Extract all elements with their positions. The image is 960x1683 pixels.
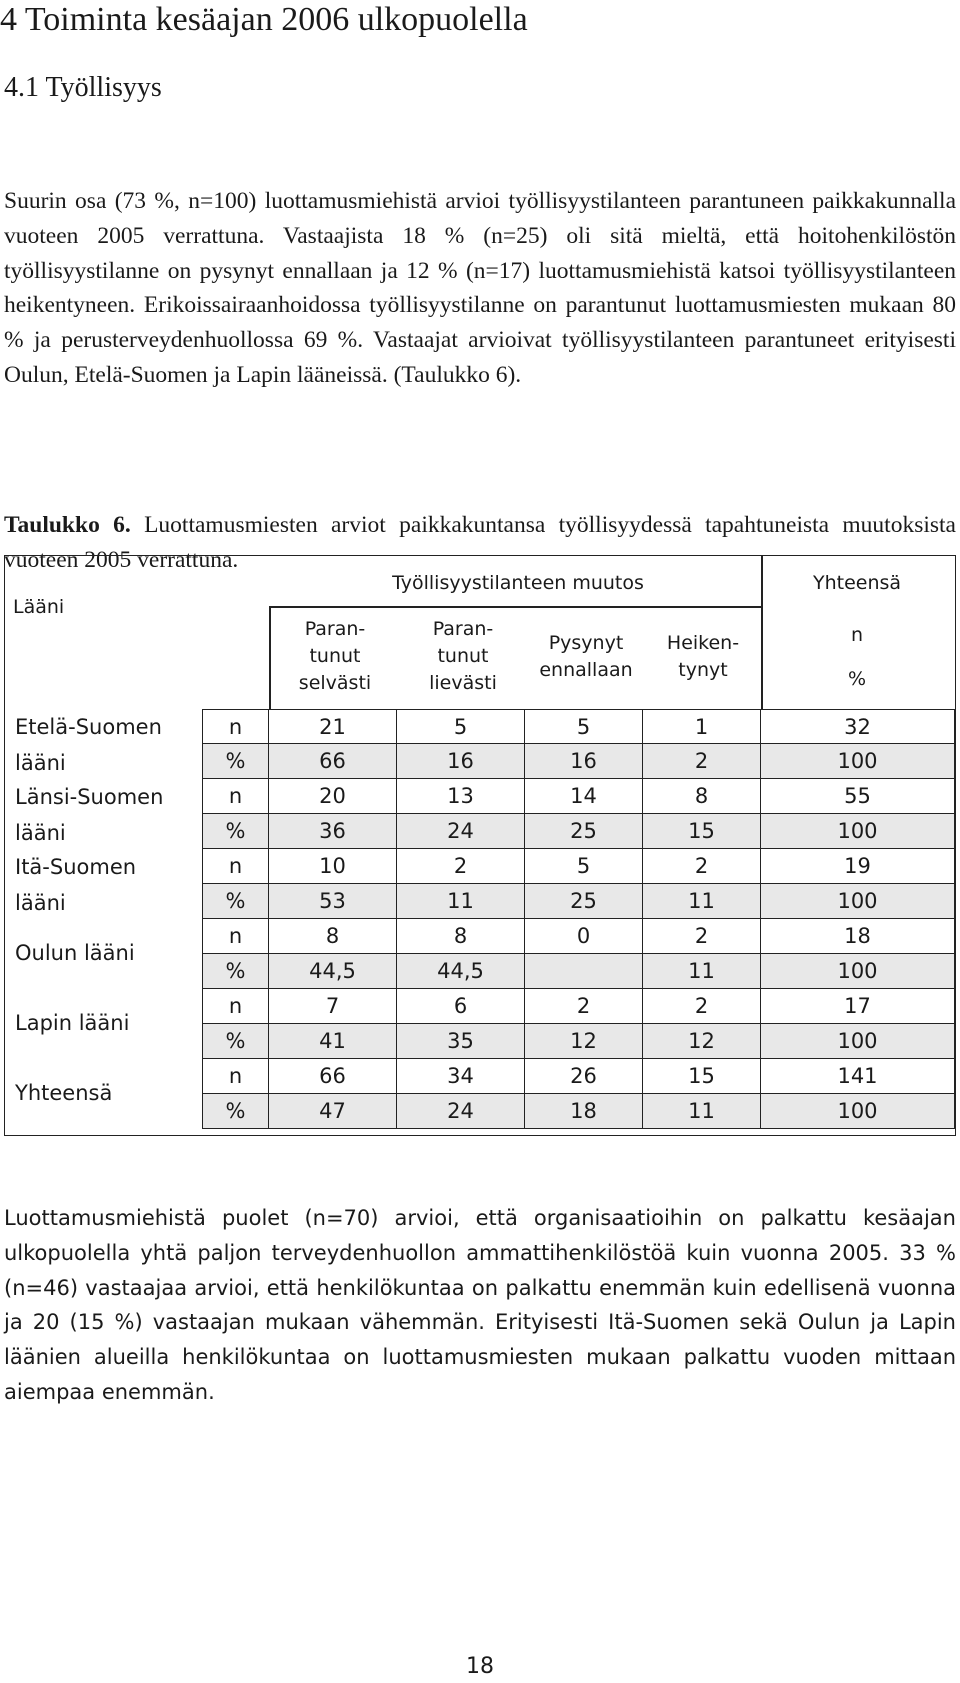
row-type-cell: % (202, 1024, 269, 1059)
value-cell: 11 (643, 884, 761, 919)
table-row (202, 1024, 955, 1059)
value-cell: 14 (525, 779, 643, 814)
page-number: 18 (466, 1654, 494, 1679)
value-cell: 20 (269, 779, 397, 814)
value-cell: 24 (397, 814, 525, 849)
region-label: Yhteensä (15, 1081, 113, 1105)
region-label: Oulun lääni (15, 941, 135, 965)
table-row (202, 779, 955, 814)
value-cell: 55 (761, 779, 955, 814)
header-separator-right (761, 556, 763, 709)
value-cell: 25 (525, 884, 643, 919)
header-group: Työllisyystilanteen muutos (392, 572, 644, 594)
header-total-pct: % (847, 668, 867, 690)
value-cell: 18 (761, 919, 955, 954)
row-type-cell: n (202, 1059, 269, 1094)
header-subcolumn: Paran- tunut selvästi (298, 618, 372, 694)
header-subcolumn: Heiken- tynyt (666, 632, 740, 681)
value-cell: 1 (643, 709, 761, 744)
employment-table (4, 555, 956, 1136)
value-cell: 17 (761, 989, 955, 1024)
value-cell: 11 (643, 1094, 761, 1129)
table-row (202, 709, 955, 744)
value-cell: 44,5 (397, 954, 525, 989)
value-cell: 16 (397, 744, 525, 779)
value-cell: 36 (269, 814, 397, 849)
caption-text: Luottamusmiesten arviot paikkakuntansa työllisyydessä tapahtuneista muutoksista vuoteen 2005 verrattuna. (4, 512, 956, 573)
value-cell: 15 (643, 814, 761, 849)
value-cell: 2 (643, 919, 761, 954)
row-type-cell: n (202, 989, 269, 1024)
table-row (202, 814, 955, 849)
caption-label: Taulukko 6. (4, 512, 131, 538)
table-row (202, 884, 955, 919)
value-cell: 12 (525, 1024, 643, 1059)
value-cell: 16 (525, 744, 643, 779)
value-cell: 5 (525, 849, 643, 884)
header-subcolumn: Pysynyt ennallaan (539, 632, 633, 681)
value-cell: 5 (525, 709, 643, 744)
paragraph-staffing: Luottamusmiehistä puolet (n=70) arvioi, että organisaatioihin on palkattu kesäajan ulkopuolella yhtä paljon terveydenhuollon ammattihenkilöstöä kuin vuonna 2005. 33 % (n=46) vastaajaa arvioi, että henkilökuntaa on palkattu enemmän kuin edellisenä vuonna ja 20 (15 %) vastaajan mukaan vähemmän. Erityisesti Itä-Suomen sekä Oulun ja Lapin läänien alueilla henkilökuntaa on luottamusmiesten mukaan palkattu vuoden mittaan aiempaa enemmän. (4, 1206, 956, 1404)
value-cell: 44,5 (269, 954, 397, 989)
header-total: Yhteensä (812, 572, 902, 594)
value-cell: 32 (761, 709, 955, 744)
value-cell: 47 (269, 1094, 397, 1129)
value-cell: 11 (643, 954, 761, 989)
table-row (202, 744, 955, 779)
value-cell: 12 (643, 1024, 761, 1059)
header-total-n: n (850, 624, 864, 646)
value-cell: 0 (525, 919, 643, 954)
value-cell: 141 (761, 1059, 955, 1094)
row-type-cell: % (202, 1094, 269, 1129)
table-row (202, 1059, 955, 1094)
header-subcolumn: Paran- tunut lievästi (429, 618, 497, 694)
region-label: Itä-Suomen lääni (15, 855, 137, 915)
value-cell: 25 (525, 814, 643, 849)
value-cell: 8 (643, 779, 761, 814)
header-divider (269, 606, 763, 608)
value-cell: 5 (397, 709, 525, 744)
table-row (202, 849, 955, 884)
value-cell: 100 (761, 884, 955, 919)
subsection-heading: 4.1 Työllisyys (4, 72, 162, 103)
value-cell: 6 (397, 989, 525, 1024)
value-cell: 100 (761, 954, 955, 989)
value-cell: 8 (397, 919, 525, 954)
table-row (202, 919, 955, 954)
row-type-cell: % (202, 954, 269, 989)
value-cell: 10 (269, 849, 397, 884)
table-row (202, 1094, 955, 1129)
value-cell: 26 (525, 1059, 643, 1094)
value-cell: 66 (269, 744, 397, 779)
row-type-cell: n (202, 849, 269, 884)
value-cell: 2 (525, 989, 643, 1024)
table-row (202, 989, 955, 1024)
value-cell: 2 (643, 744, 761, 779)
value-cell: 19 (761, 849, 955, 884)
value-cell: 15 (643, 1059, 761, 1094)
value-cell: 41 (269, 1024, 397, 1059)
value-cell: 7 (269, 989, 397, 1024)
row-type-cell: n (202, 779, 269, 814)
paragraph-employment: Suurin osa (73 %, n=100) luottamusmiehistä arvioi työllisyystilanteen parantuneen paikkakunnalla vuoteen 2005 verrattuna. Vastaajista 18 % (n=25) oli sitä mieltä, että hoitohenkilöstön työllisyystilanne on pysynyt ennallaan ja 12 % (n=17) luottamusmiehistä katsoi työllisyystilanteen heikentyneen. Erikoissairaanhoidossa työllisyystilanne on parantunut luottamusmiesten mukaan 80 % ja perusterveydenhuollossa 69 %. Vastaajat arvioivat työllisyystilanteen parantuneet erityisesti Oulun, Etelä-Suomen ja Lapin lääneissä. (Taulukko 6). (4, 188, 956, 388)
value-cell: 100 (761, 814, 955, 849)
header-separator-left (269, 606, 271, 709)
row-type-cell: n (202, 709, 269, 744)
section-heading: 4 Toiminta kesäajan 2006 ulkopuolella (0, 1, 528, 38)
value-cell: 2 (643, 849, 761, 884)
row-type-cell: % (202, 814, 269, 849)
row-type-cell: % (202, 744, 269, 779)
region-label: Etelä-Suomen lääni (15, 715, 162, 775)
value-cell: 35 (397, 1024, 525, 1059)
header-region: Lääni (13, 596, 65, 618)
value-cell: 66 (269, 1059, 397, 1094)
value-cell: 100 (761, 744, 955, 779)
value-cell: 100 (761, 1094, 955, 1129)
value-cell: 8 (269, 919, 397, 954)
value-cell: 18 (525, 1094, 643, 1129)
row-type-cell: % (202, 884, 269, 919)
value-cell: 53 (269, 884, 397, 919)
value-cell: 11 (397, 884, 525, 919)
region-label: Länsi-Suomen lääni (15, 785, 164, 845)
value-cell: 2 (397, 849, 525, 884)
table-row (202, 954, 955, 989)
value-cell: 24 (397, 1094, 525, 1129)
value-cell: 34 (397, 1059, 525, 1094)
value-cell: 2 (643, 989, 761, 1024)
value-cell (525, 954, 643, 989)
region-label: Lapin lääni (15, 1011, 130, 1035)
value-cell: 21 (269, 709, 397, 744)
row-type-cell: n (202, 919, 269, 954)
value-cell: 13 (397, 779, 525, 814)
value-cell: 100 (761, 1024, 955, 1059)
